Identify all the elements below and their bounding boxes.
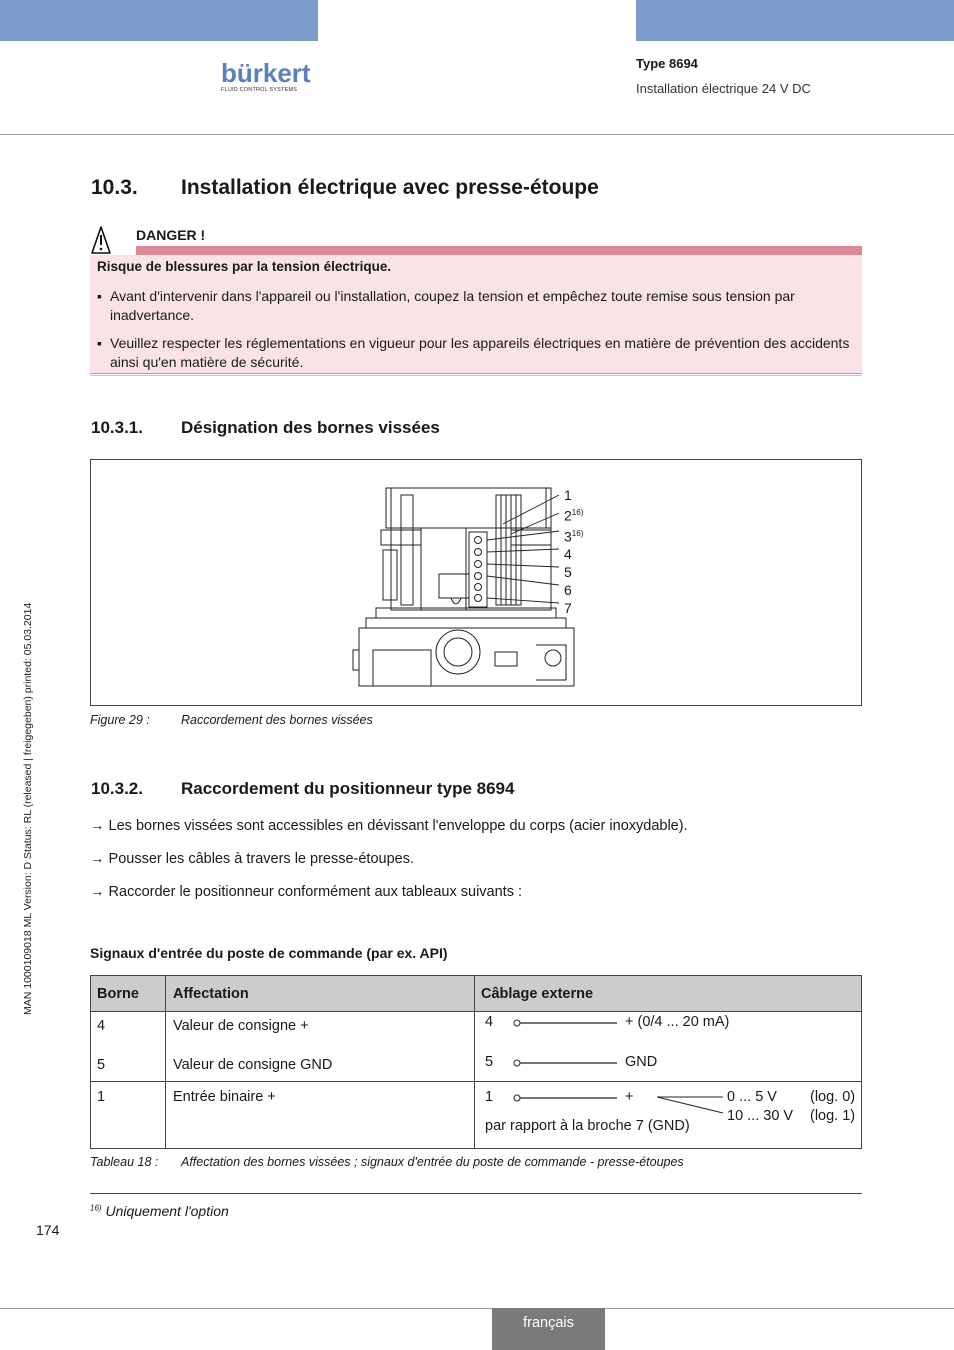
wire-line-icon: [511, 1016, 621, 1030]
wiring-label: + (0/4 ... 20 mA): [625, 1014, 730, 1030]
footnote: [90, 1203, 229, 1219]
table-caption-label: Tableau 18 :: [90, 1155, 159, 1169]
header-type: Type 8694: [636, 56, 698, 71]
danger-rule-light: [90, 375, 862, 376]
document-status-sidebar: MAN 1000109018 ML Version: D Status: RL (released | freigegeben) printed: 05.03.2014: [22, 602, 34, 1015]
terminal-label: 1: [564, 487, 572, 503]
danger-bullet: [97, 334, 857, 372]
danger-rule: [90, 373, 862, 374]
danger-headline: Risque de blessures par la tension électrique.: [97, 259, 392, 274]
step-text: Pousser les câbles à travers le presse-étoupes.: [108, 851, 414, 867]
instruction-step: [90, 884, 522, 900]
wiring-label: GND: [625, 1054, 658, 1070]
table-heading: Signaux d'entrée du poste de commande (par ex. API): [90, 945, 448, 961]
subsection-title: [91, 779, 514, 799]
column-header: Borne: [97, 986, 139, 1002]
language-tab: français: [492, 1308, 605, 1350]
table-cell: Valeur de consigne +: [173, 1018, 309, 1034]
danger-bullet: [97, 287, 857, 325]
table-caption-text: Affectation des bornes vissées ; signaux d'entrée du poste de commande - presse-étoupes: [181, 1155, 684, 1169]
header-bar-left: [0, 0, 318, 41]
terminal-labels: [564, 486, 583, 617]
danger-label: DANGER !: [136, 227, 206, 243]
footnote-rule: [90, 1193, 862, 1194]
wire-line-icon: [511, 1091, 621, 1105]
wiring-number: 5: [485, 1054, 494, 1070]
table-caption: [90, 1155, 684, 1169]
step-text: Les bornes vissées sont accessibles en dévissant l'enveloppe du corps (acier inoxydable).: [108, 818, 688, 834]
arrow-icon: →: [90, 851, 105, 867]
figure-caption-text: Raccordement des bornes vissées: [181, 713, 373, 727]
footnote-ref: 16): [571, 508, 584, 517]
danger-bar: [136, 246, 862, 255]
table-cell: 4: [97, 1018, 106, 1034]
logic-level: (log. 1): [810, 1108, 856, 1124]
terminal-label: 2$^{16)}$: [564, 507, 584, 524]
terminal-label: 5: [564, 564, 572, 581]
subsection-title-text: Raccordement du positionneur type 8694: [181, 779, 515, 798]
column-header: Affectation: [173, 986, 249, 1002]
logo-tagline: FLUID CONTROL SYSTEMS: [221, 87, 298, 93]
burkert-logo: [221, 60, 319, 96]
wire-line-icon: [511, 1056, 621, 1070]
section-number: 10.3.: [91, 176, 138, 199]
section-title-text: Installation électrique avec presse-étoupe: [181, 176, 599, 199]
logo-wordmark: bürkert: [221, 58, 311, 88]
table-cell: 5: [97, 1057, 106, 1073]
voltage-range: 0 ... 5 V: [727, 1089, 777, 1105]
page-number: 174: [36, 1222, 60, 1238]
table-divider: [474, 976, 475, 1148]
arrow-icon: →: [90, 818, 105, 834]
header-divider: [0, 134, 954, 135]
terminal-label: 7: [564, 600, 572, 617]
instruction-step: [90, 818, 688, 834]
footer-divider: [0, 1308, 954, 1309]
subsection-number: 10.3.1.: [91, 418, 143, 437]
header-subtitle: Installation électrique 24 V DC: [636, 81, 811, 96]
wiring-number: 1: [485, 1089, 494, 1105]
danger-bullet-text: Avant d'intervenir dans l'appareil ou l'installation, coupez la tension et empêchez toute remise sous tension par inadvertance.: [110, 288, 795, 323]
arrow-icon: →: [90, 884, 105, 900]
wiring-number: 4: [485, 1014, 494, 1030]
logic-level: (log. 0): [810, 1089, 856, 1105]
device-drawing: [91, 460, 861, 705]
table-cell: Valeur de consigne GND: [173, 1057, 333, 1073]
terminal-label: 4: [564, 546, 572, 563]
figure-frame: [90, 459, 862, 706]
step-text: Raccorder le positionneur conformément aux tableaux suivants :: [108, 884, 523, 900]
subsection-title: [91, 418, 440, 438]
instruction-step: [90, 851, 414, 867]
table-cell: 1: [97, 1089, 106, 1105]
footnote-text: Uniquement l'option: [105, 1203, 229, 1219]
bullet-marker: ▪: [97, 335, 102, 351]
figure-caption-label: Figure 29 :: [90, 713, 150, 727]
branch-lines-icon: [657, 1088, 727, 1118]
footnote-marker: 16): [90, 1203, 102, 1213]
danger-bullet-text: Veuillez respecter les réglementations en vigueur pour les appareils électriques en matière de prévention des accidents ainsi qu'en matière de sécurité.: [110, 335, 850, 370]
wiring-label: +: [625, 1089, 634, 1105]
section-title: [91, 176, 599, 200]
subsection-number: 10.3.2.: [91, 779, 143, 798]
column-header: Câblage externe: [481, 986, 594, 1002]
voltage-range: 10 ... 30 V: [727, 1108, 794, 1124]
wiring-reference: par rapport à la broche 7 (GND): [485, 1118, 690, 1134]
header-bar-right: [636, 0, 954, 41]
table-divider: [91, 1081, 861, 1082]
warning-triangle-icon: [90, 224, 130, 256]
table-divider: [165, 976, 166, 1148]
bullet-marker: ▪: [97, 288, 102, 304]
table-cell: Entrée binaire +: [173, 1089, 276, 1105]
terminal-label: 3$^{16)}$: [564, 528, 584, 545]
figure-caption: [90, 713, 373, 727]
subsection-title-text: Désignation des bornes vissées: [181, 418, 440, 437]
footnote-ref: 16): [571, 528, 584, 538]
signal-table: [90, 975, 862, 1149]
terminal-label: 6: [564, 582, 572, 599]
